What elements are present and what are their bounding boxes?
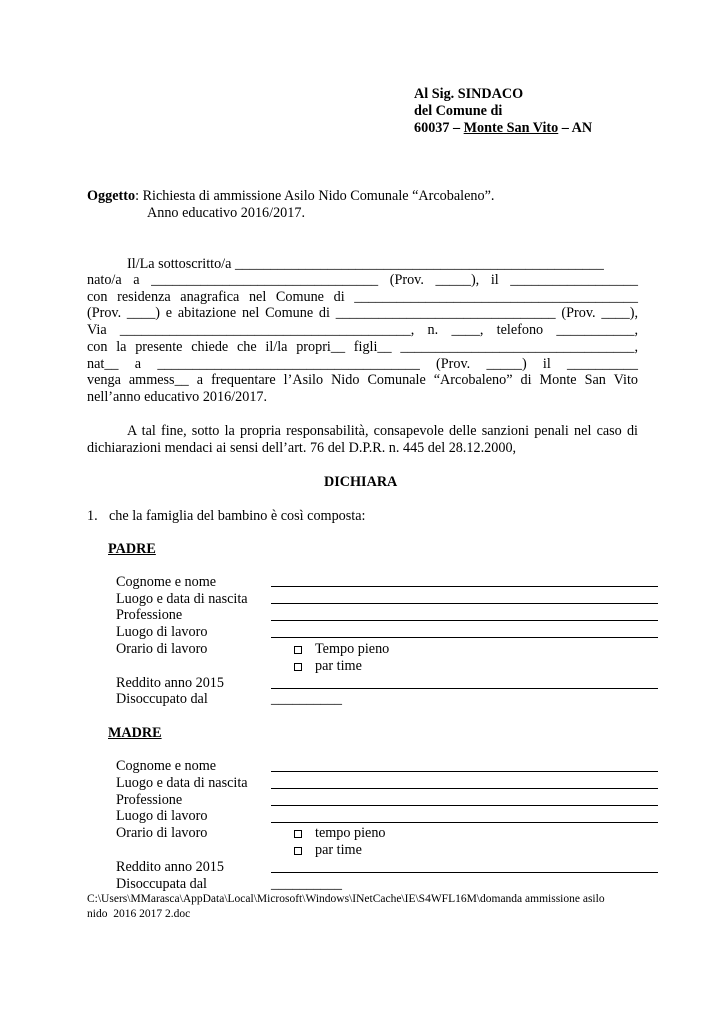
madre-heading: MADRE [108, 725, 162, 741]
padre-unemployed-field[interactable]: __________ [271, 691, 342, 707]
madre-fulltime-label: tempo pieno [315, 825, 386, 841]
padre-name-label: Cognome e nome [116, 574, 217, 590]
madre-workplace-field[interactable] [271, 822, 658, 823]
padre-birth-label: Luogo e data di nascita [116, 591, 248, 607]
padre-income-field[interactable] [271, 688, 658, 689]
recipient-line-2: del Comune di [414, 103, 503, 119]
padre-fulltime-label: Tempo pieno [315, 641, 390, 657]
padre-name-field[interactable] [271, 586, 658, 587]
padre-unemployed-label: Disoccupato dal [116, 691, 208, 707]
recipient-province: – AN [558, 120, 593, 136]
madre-fulltime-checkbox-icon[interactable] [294, 830, 302, 838]
padre-hours-label: Orario di lavoro [116, 641, 208, 657]
padre-workplace-label: Luogo di lavoro [116, 624, 208, 640]
padre-income-label: Reddito anno 2015 [116, 675, 224, 691]
declares-heading: DICHIARA [324, 474, 398, 490]
madre-birth-field[interactable] [271, 788, 658, 789]
recipient-town: Monte San Vito [463, 120, 559, 136]
padre-birth-field[interactable] [271, 603, 658, 604]
madre-birth-label: Luogo e data di nascita [116, 775, 248, 791]
subject-line [87, 188, 494, 205]
subject-year: Anno educativo 2016/2017. [147, 205, 306, 221]
footer-path-line-1: C:\Users\MMarasca\AppData\Local\Microsoft\Windows\INetCache\IE\S4WFL16M\domanda ammissione asilo [87, 893, 605, 905]
recipient-postcode: 60037 – [414, 120, 464, 136]
declaration-intro-line-2: dichiarazioni mendaci ai sensi dell’art. 76 del D.P.R. n. 445 del 28.12.2000, [87, 440, 517, 456]
birth-line: nato/a a ________________________________ (Prov. _____), il __________________ [87, 272, 638, 288]
madre-parttime-checkbox-icon[interactable] [294, 847, 302, 855]
recipient-line-1: Al Sig. SINDACO [414, 86, 524, 102]
madre-name-field[interactable] [271, 771, 658, 772]
school-year-line: nell’anno educativo 2016/2017. [87, 389, 268, 405]
padre-profession-label: Professione [116, 607, 183, 623]
admission-line: venga ammess__ a frequentare l’Asilo Nido Comunale “Arcobaleno” di Monte San Vito [87, 372, 638, 388]
madre-unemployed-field[interactable]: __________ [271, 876, 342, 892]
madre-income-label: Reddito anno 2015 [116, 859, 224, 875]
item-1-text: che la famiglia del bambino è così composta: [109, 508, 366, 524]
madre-hours-label: Orario di lavoro [116, 825, 208, 841]
domicile-line: (Prov. ____) e abitazione nel Comune di _______________________________ (Prov. ____), [87, 305, 638, 321]
child-birth-line: nat__ a _____________________________________ (Prov. _____) il __________ [87, 356, 638, 372]
madre-name-label: Cognome e nome [116, 758, 217, 774]
padre-profession-field[interactable] [271, 620, 658, 621]
item-1-number: 1. [87, 508, 98, 524]
madre-parttime-label: par time [315, 842, 362, 858]
madre-workplace-label: Luogo di lavoro [116, 808, 208, 824]
madre-unemployed-label: Disoccupata dal [116, 876, 207, 892]
applicant-name-line: Il/La sottoscritto/a ____________________________________________________ [127, 256, 604, 272]
padre-parttime-checkbox-icon[interactable] [294, 663, 302, 671]
madre-profession-label: Professione [116, 792, 183, 808]
padre-heading: PADRE [108, 541, 156, 557]
subject-text: : Richiesta di ammissione Asilo Nido Comunale “Arcobaleno”. [135, 188, 495, 204]
padre-fulltime-checkbox-icon[interactable] [294, 646, 302, 654]
padre-workplace-field[interactable] [271, 637, 658, 638]
recipient-line-3 [414, 120, 592, 137]
footer-path-line-2: nido 2016 2017 2.doc [87, 908, 191, 920]
padre-parttime-label: par time [315, 658, 362, 674]
madre-profession-field[interactable] [271, 805, 658, 806]
address-line: Via _________________________________________, n. ____, telefono ___________, [87, 322, 638, 338]
declaration-intro-line-1: A tal fine, sotto la propria responsabilità, consapevole delle sanzioni penali nel caso di [127, 423, 638, 439]
residence-line: con residenza anagrafica nel Comune di ________________________________________ [87, 289, 638, 305]
subject-label: Oggetto [87, 188, 136, 204]
child-request-line: con la presente chiede che il/la propri__ figli__ _________________________________, [87, 339, 638, 355]
madre-income-field[interactable] [271, 872, 658, 873]
